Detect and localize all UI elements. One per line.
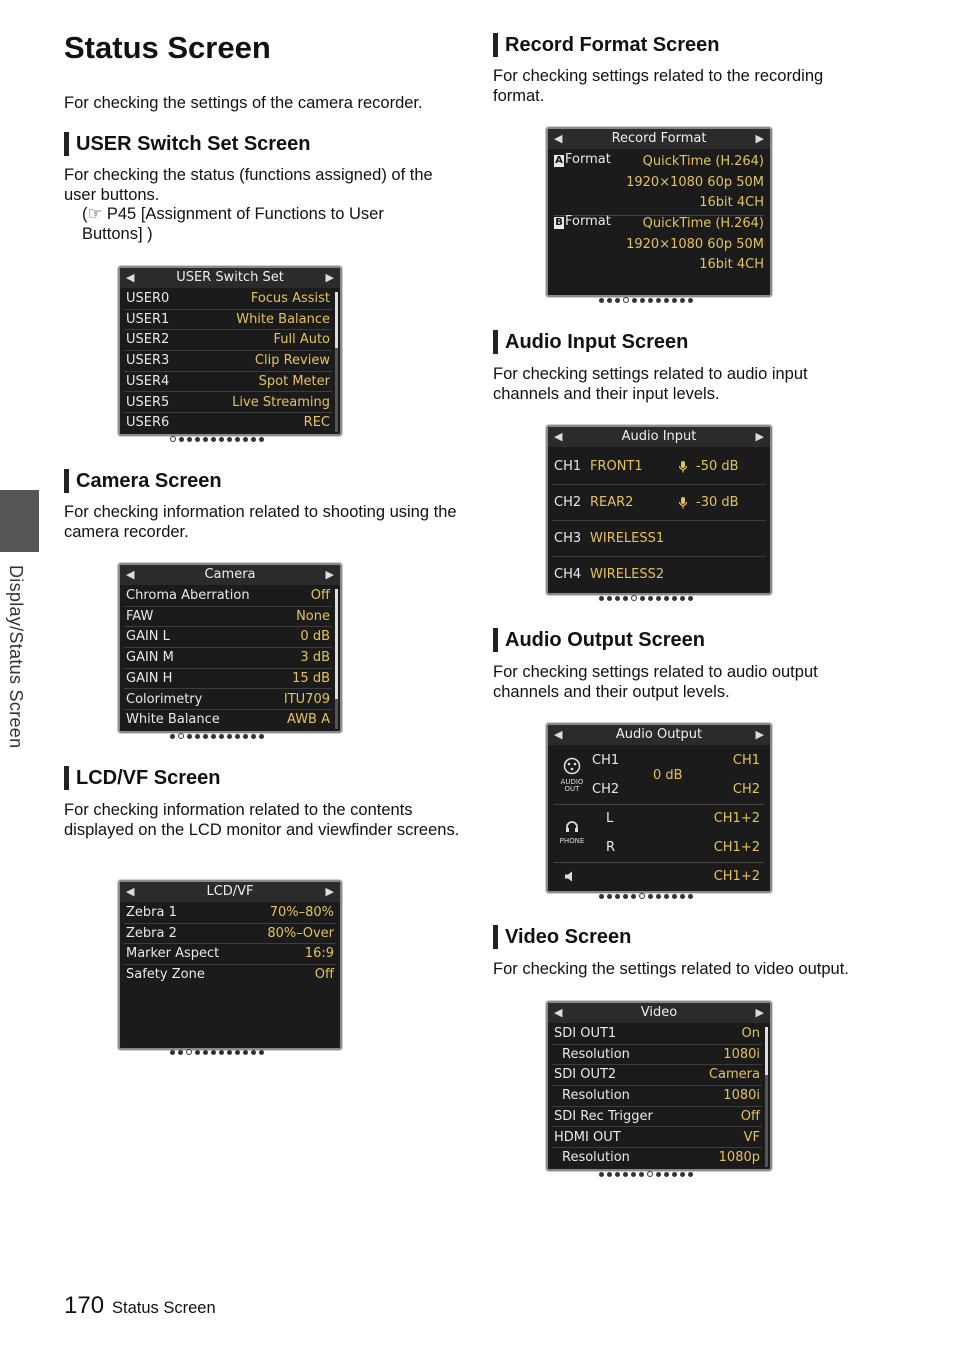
speaker-icon	[564, 871, 576, 886]
page-indicator	[599, 1170, 693, 1178]
page-dot	[640, 596, 645, 601]
setting-row	[124, 648, 332, 669]
microphone-icon	[678, 449, 688, 485]
setting-label: USER1	[126, 311, 170, 327]
page-dot	[688, 596, 693, 601]
page-dot	[615, 596, 620, 601]
setting-label: USER4	[126, 373, 170, 389]
setting-label: White Balance	[126, 712, 220, 728]
audio-output-heading: Audio Output Screen	[493, 628, 705, 652]
page-dot	[607, 298, 612, 303]
page-dot	[251, 734, 256, 739]
setting-row	[124, 627, 332, 648]
audio-out-label: OUT	[564, 785, 580, 793]
ao-left-label: L	[606, 811, 614, 826]
slot-a-label: A Format	[555, 152, 611, 167]
footer-label: Status Screen	[112, 1299, 216, 1317]
page-dot	[680, 1172, 685, 1177]
channel-label: CH1	[554, 459, 582, 474]
page-dot	[211, 437, 216, 442]
page-dot	[227, 734, 232, 739]
page-dot	[251, 437, 256, 442]
setting-value: White Balance	[236, 311, 330, 327]
arrow-left-icon: ◀	[554, 430, 563, 443]
setting-value: Camera	[708, 1067, 760, 1083]
slot-b-resolution: 1920×1080 60p 50M	[626, 236, 764, 252]
arrow-left-icon: ◀	[554, 132, 563, 145]
setting-label: USER3	[126, 353, 170, 369]
audio-input-screen	[546, 425, 772, 595]
setting-label: GAIN L	[126, 629, 170, 645]
page-dot	[259, 437, 264, 442]
setting-value: 0 dB	[300, 629, 330, 645]
phone-label: PHONE	[559, 837, 585, 845]
page-dot	[607, 1172, 612, 1177]
input-source: WIRELESS2	[590, 567, 665, 582]
setting-label: Safety Zone	[126, 967, 205, 983]
page-dot	[615, 298, 620, 303]
slot-a-badge: A	[555, 155, 563, 166]
slot-a-resolution: 1920×1080 60p 50M	[626, 174, 764, 190]
slot-a-values	[626, 152, 764, 214]
page-dot	[680, 596, 685, 601]
record-format-desc: For checking settings related to the recording format.	[493, 67, 824, 105]
arrow-right-icon: ▶	[755, 1006, 764, 1019]
setting-row	[124, 289, 332, 310]
page-intro: For checking the settings of the camera recorder.	[64, 94, 423, 112]
setting-value: Full Auto	[273, 332, 330, 348]
page-dot	[688, 894, 693, 899]
page-dot	[680, 298, 685, 303]
setting-label: USER0	[126, 291, 170, 306]
setting-label: SDI Rec Trigger	[554, 1108, 653, 1124]
page-dot	[170, 1050, 175, 1055]
user-switch-screen	[118, 266, 342, 436]
page-dot	[648, 894, 653, 899]
record-format-heading: Record Format Screen	[493, 33, 720, 57]
page-indicator	[170, 732, 264, 740]
arrow-left-icon: ◀	[126, 885, 135, 898]
page-dot	[599, 596, 604, 601]
ao-ch2-label: CH2	[592, 782, 620, 797]
arrow-right-icon: ▶	[755, 728, 764, 741]
setting-row	[552, 1045, 762, 1066]
page-dot	[170, 436, 176, 442]
user-switch-desc: For checking the status (functions assigned) of the user buttons.	[64, 166, 433, 204]
lcdvf-desc: For checking information related to the contents displayed on the LCD monitor and viewfinder screens.	[64, 801, 460, 839]
setting-label: Resolution	[562, 1046, 630, 1062]
page-dot	[235, 437, 240, 442]
page-dot	[235, 1050, 240, 1055]
setting-label: GAIN M	[126, 650, 174, 666]
setting-value: Off	[314, 967, 334, 983]
setting-value: 70%–80%	[269, 905, 334, 920]
page-dot	[187, 734, 192, 739]
page-indicator	[599, 892, 693, 900]
page-dot	[607, 894, 612, 899]
screen-title: Camera	[204, 567, 256, 582]
page-dot	[688, 298, 693, 303]
screen-title: USER Switch Set	[176, 270, 284, 285]
page-dot	[227, 1050, 232, 1055]
page-dot	[219, 437, 224, 442]
screen-title-bar	[120, 882, 340, 902]
ao-ch2-value: CH2	[732, 782, 760, 797]
slot-a-audio: 16bit 4CH	[699, 195, 764, 211]
audio-input-heading: Audio Input Screen	[493, 330, 688, 354]
input-source: FRONT1	[590, 459, 643, 474]
page-dot	[631, 595, 637, 601]
page-dot	[195, 1050, 200, 1055]
audio-input-row	[552, 521, 766, 557]
video-desc: For checking the settings related to video output.	[493, 960, 849, 978]
setting-value: VF	[743, 1129, 760, 1145]
setting-label: SDI OUT1	[554, 1026, 617, 1041]
page-indicator	[170, 435, 264, 443]
lcdvf-screen	[118, 880, 342, 1050]
setting-value: 80%–Over	[267, 925, 334, 941]
page-dot	[599, 894, 604, 899]
page-dot	[170, 734, 175, 739]
audio-out-indicator	[558, 757, 586, 793]
setting-value: Off	[740, 1108, 760, 1124]
input-level: -30 dB	[696, 495, 739, 510]
page-dot	[235, 734, 240, 739]
arrow-left-icon: ◀	[126, 271, 135, 284]
page-dot	[680, 894, 685, 899]
arrow-right-icon: ▶	[325, 271, 334, 284]
page-dot	[219, 734, 224, 739]
page-dot	[672, 596, 677, 601]
setting-value: 1080p	[718, 1150, 760, 1166]
setting-value: 15 dB	[292, 670, 330, 686]
page-dot	[623, 894, 628, 899]
microphone-icon	[678, 485, 688, 521]
page-dot	[219, 1050, 224, 1055]
page-dot	[623, 1172, 628, 1177]
slot-b-badge: B	[555, 217, 563, 228]
page-dot	[243, 1050, 248, 1055]
video-heading: Video Screen	[493, 925, 631, 949]
ao-ch1-value: CH1	[732, 753, 760, 768]
page-dot	[251, 1050, 256, 1055]
ao-left-value: CH1+2	[713, 811, 760, 826]
setting-row	[124, 903, 336, 924]
setting-label: Marker Aspect	[126, 946, 220, 962]
setting-value: AWB A	[287, 712, 330, 728]
audio-input-desc: For checking settings related to audio input channels and their input levels.	[493, 365, 808, 403]
page-dot	[688, 1172, 693, 1177]
user-switch-heading: USER Switch Set Screen	[64, 132, 311, 156]
setting-row	[124, 586, 332, 607]
page-dot	[672, 298, 677, 303]
page-dot	[211, 734, 216, 739]
page-dot	[599, 298, 604, 303]
ao-level: 0 dB	[653, 768, 683, 783]
page-dot	[648, 298, 653, 303]
page-dot	[187, 437, 192, 442]
arrow-right-icon: ▶	[755, 430, 764, 443]
setting-row	[124, 351, 332, 372]
arrow-left-icon: ◀	[126, 568, 135, 581]
page-dot	[259, 1050, 264, 1055]
arrow-right-icon: ▶	[325, 568, 334, 581]
page-dot	[656, 894, 661, 899]
setting-value: 1080i	[723, 1088, 760, 1104]
page-dot	[631, 1172, 636, 1177]
page-dot	[672, 1172, 677, 1177]
setting-label: HDMI OUT	[554, 1129, 621, 1145]
audio-input-row	[552, 449, 766, 485]
screen-title: Record Format	[611, 131, 707, 146]
setting-label: Zebra 1	[126, 905, 177, 920]
setting-row	[552, 1065, 762, 1086]
audio-output-desc: For checking settings related to audio output channels and their output levels.	[493, 663, 818, 701]
page-dot	[599, 1172, 604, 1177]
scrollbar	[765, 1027, 768, 1167]
screen-title: Video	[640, 1005, 678, 1020]
page-dot	[203, 1050, 208, 1055]
page-dot	[178, 1050, 183, 1055]
setting-value: Off	[310, 588, 330, 603]
page-dot	[178, 733, 184, 739]
audio-input-row	[552, 485, 766, 521]
screen-title-bar	[548, 1003, 770, 1023]
page-dot	[623, 297, 629, 303]
page-dot	[243, 734, 248, 739]
setting-label: Resolution	[562, 1150, 630, 1166]
page-dot	[623, 596, 628, 601]
page-dot	[648, 596, 653, 601]
setting-value: 1080i	[723, 1046, 760, 1062]
page-dot	[664, 894, 669, 899]
xlr-connector-icon	[563, 757, 581, 775]
setting-row	[552, 1024, 762, 1045]
setting-label: USER2	[126, 332, 170, 348]
page-dot	[195, 437, 200, 442]
side-tab-marker	[0, 490, 39, 552]
scrollbar	[335, 292, 338, 432]
setting-label: Chroma Aberration	[126, 588, 250, 603]
screen-title-bar	[548, 129, 770, 149]
page-dot	[639, 1172, 644, 1177]
record-format-screen	[546, 127, 772, 297]
page-dot	[227, 437, 232, 442]
setting-row	[124, 690, 332, 711]
setting-value: Focus Assist	[250, 291, 330, 306]
setting-row	[124, 944, 336, 965]
setting-row	[552, 1107, 762, 1128]
setting-label: GAIN H	[126, 670, 173, 686]
channel-label: CH2	[554, 495, 582, 510]
page-dot	[615, 1172, 620, 1177]
ao-right-label: R	[606, 840, 616, 855]
setting-row	[124, 965, 336, 986]
setting-label: Zebra 2	[126, 925, 177, 941]
setting-row	[124, 710, 332, 731]
page-dot	[664, 1172, 669, 1177]
input-source: WIRELESS1	[590, 531, 665, 546]
slot-b-label: B Format	[555, 214, 611, 229]
ao-ch1-label: CH1	[592, 753, 620, 768]
setting-value: 16:9	[304, 946, 334, 962]
setting-value: Clip Review	[254, 353, 330, 369]
setting-value: 3 dB	[300, 650, 330, 666]
page-dot	[186, 1049, 192, 1055]
setting-label: SDI OUT2	[554, 1067, 617, 1083]
side-tab-label: Display/Status Screen	[6, 565, 26, 749]
lcdvf-heading: LCD/VF Screen	[64, 766, 220, 790]
page-dot	[179, 437, 184, 442]
ao-right-value: CH1+2	[713, 840, 760, 855]
setting-row	[124, 669, 332, 690]
setting-value: REC	[303, 415, 330, 431]
setting-row	[552, 1148, 762, 1169]
user-switch-ref: (☞ P45 [Assignment of Functions to User Buttons] )	[82, 205, 384, 243]
page-dot	[211, 1050, 216, 1055]
setting-value: Spot Meter	[258, 373, 330, 389]
setting-row	[124, 393, 332, 414]
setting-row	[552, 1086, 762, 1107]
scrollbar	[335, 589, 338, 729]
arrow-left-icon: ◀	[554, 728, 563, 741]
page-dot	[672, 894, 677, 899]
page-dot	[615, 894, 620, 899]
setting-label: USER5	[126, 394, 170, 410]
page-dot	[656, 596, 661, 601]
setting-row	[124, 310, 332, 331]
slot-b-values	[626, 214, 764, 276]
channel-label: CH3	[554, 531, 582, 546]
setting-row	[124, 607, 332, 628]
headphone-icon	[565, 820, 579, 833]
setting-row	[124, 413, 332, 434]
setting-row	[124, 372, 332, 393]
screen-title-bar	[120, 565, 340, 585]
page-indicator	[599, 594, 693, 602]
camera-screen	[118, 563, 342, 733]
page-dot	[647, 1171, 653, 1177]
setting-row	[552, 1128, 762, 1149]
setting-value: None	[296, 608, 330, 624]
page-dot	[203, 734, 208, 739]
arrow-right-icon: ▶	[755, 132, 764, 145]
audio-input-row	[552, 557, 766, 593]
page-dot	[607, 596, 612, 601]
ao-speaker-value: CH1+2	[713, 869, 760, 884]
setting-row	[124, 924, 336, 945]
slot-a-codec: QuickTime (H.264)	[642, 154, 764, 169]
channel-label: CH4	[554, 567, 582, 582]
phone-indicator	[556, 820, 588, 845]
screen-title: LCD/VF	[206, 884, 254, 899]
setting-value: Live Streaming	[232, 394, 330, 410]
setting-label: Colorimetry	[126, 691, 203, 707]
screen-title-bar	[548, 725, 770, 745]
page-dot	[656, 1172, 661, 1177]
slot-b-codec: QuickTime (H.264)	[642, 216, 764, 231]
page-dot	[664, 596, 669, 601]
input-source: REAR2	[590, 495, 634, 510]
setting-value: On	[741, 1026, 760, 1041]
page-title: Status Screen	[64, 30, 271, 65]
page-dot	[640, 298, 645, 303]
arrow-right-icon: ▶	[325, 885, 334, 898]
setting-label: FAW	[126, 608, 154, 624]
slot-b-audio: 16bit 4CH	[699, 257, 764, 273]
screen-title: Audio Input	[621, 429, 697, 444]
page-indicator	[599, 296, 693, 304]
screen-title: Audio Output	[615, 727, 703, 742]
setting-value: ITU709	[283, 691, 330, 707]
camera-desc: For checking information related to shooting using the camera recorder.	[64, 503, 457, 541]
screen-title-bar	[120, 268, 340, 288]
page-dot	[631, 894, 636, 899]
setting-label: Resolution	[562, 1088, 630, 1104]
page-dot	[243, 437, 248, 442]
video-screen	[546, 1001, 772, 1171]
page-dot	[656, 298, 661, 303]
arrow-left-icon: ◀	[554, 1006, 563, 1019]
audio-out-label: AUDIO	[560, 778, 584, 786]
screen-title-bar	[548, 427, 770, 447]
page-dot	[195, 734, 200, 739]
page-dot	[664, 298, 669, 303]
page-dot	[259, 734, 264, 739]
audio-output-screen	[546, 723, 772, 893]
camera-heading: Camera Screen	[64, 469, 222, 493]
setting-label: USER6	[126, 415, 170, 431]
page-dot	[632, 298, 637, 303]
setting-row	[124, 330, 332, 351]
input-level: -50 dB	[696, 459, 739, 474]
page-indicator	[170, 1048, 264, 1056]
page-dot	[203, 437, 208, 442]
page-dot	[639, 893, 645, 899]
page-number: 170	[64, 1292, 105, 1319]
